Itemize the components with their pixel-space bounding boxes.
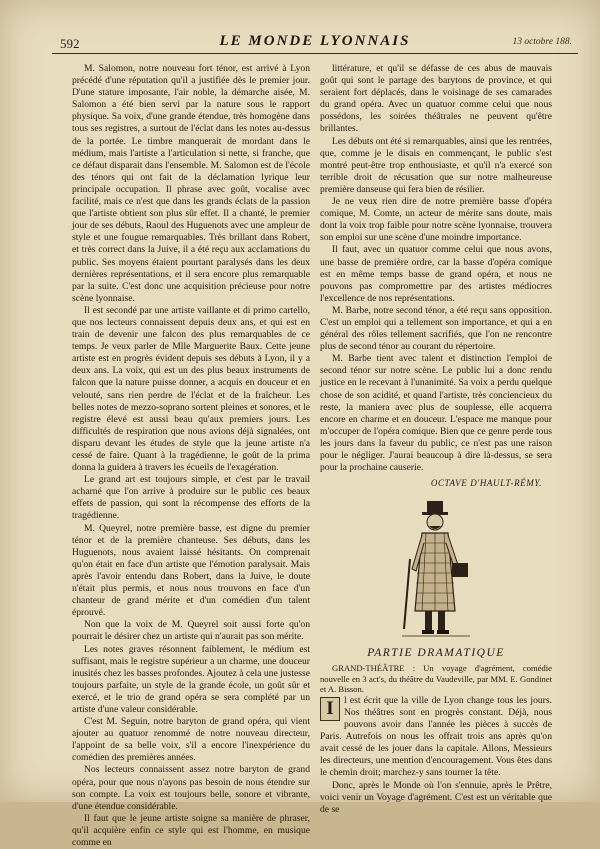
section-subheading: GRAND-THÉÂTRE : Un voyage d'agrément, comédie nouvelle en 3 act's, du théâtre du Vaudeville, par MM. E. Gondinet et A. Bisson. (320, 663, 552, 695)
left-column (72, 63, 310, 848)
page-header (52, 33, 578, 54)
paragraph: M. Barbe, notre second ténor, a été reçu sans opposition. C'est un emploi qui a tellement son importance, et qui a en général des rôles tellement sacrifiés, que l'on ne rencontre plus de second ténor au courant du répertoire. (320, 304, 552, 353)
journal-title: LE MONDE LYONNAIS (219, 33, 411, 49)
paragraph: Nos lecteurs connaissent assez notre baryton de grand opéra, pour que nous n'ayons pas besoin de nous étendre sur son compte. La voix est toujours belle, sonore et vibrante, d'une étendue considérable. (72, 764, 310, 812)
paragraph: Il faut, avec un quatuor comme celui que nous avons, une basse de première ordre, car la basse d'opéra comique est en même temps basse de grand opéra, et nous ne pouvons pas compromettre par des artistes médiocres l'excellence de nos représentations. (320, 244, 552, 304)
paragraph: Le grand art est toujours simple, et c'est par le travail acharné que l'on arrive à produire sur le public ces beaux effets de passion, qui sont la récompense des efforts de la tragédienne. (72, 474, 310, 522)
paragraph: Il faut que le jeune artiste soigne sa manière de phraser, qu'il acquière enfin ce style qui est l'homme, en musique comme en (72, 812, 310, 848)
illustration-figure (320, 495, 552, 645)
issue-date: 13 octobre 188. (512, 37, 572, 47)
drop-cap: I (320, 697, 340, 721)
paragraph: M. Barbe tient avec talent et distinction l'emploi de second ténor sur notre scène. Le public lui a donc rendu justice en le recevant à l'unanimité. Sa voix a perdu quelque chose de son acidité, et quand l'artiste, très conciencieux du reste, la maniera avec plus de souplesse, elle acquerra encore en charme et en douceur. L'espace me manque pour m'occuper de l'opéra comique. Bien que ce genre perde tous les jours dans la faveur du public, ce n'est pas une raison pour le négliger. J'aurai beaucoup à dire là-dessus, se sera pour la prochaine causerie. (320, 353, 552, 474)
paragraph: M. Salomon, notre nouveau fort ténor, est arrivé à Lyon précédé d'une réputation qu'il a justifiée dès le premier jour. D'une stature imposante, l'air noble, la démarche aisée, M. Salomon a été bien servi par la nature sous le rapport physique. Sa voix, d'une grande étendue, très homogène dans tous ses registres, a surtout de l'éclat dans les notes au-dessus de la portée. Le timbre manquerait de mordant dans le médium, mais l'artiste a l'articulation si nette, si franche, que ce défaut disparait dans l'ensemble. M. Salomon est de l'école des ténors qui ont fait de la déclamation lyrique leur principale occupation. Il phrase avec goût, vocalise avec facilité, mais ce n'est que dans les grands éclats de la passion que l'artiste obtient son plus sûr effet. Il a chanté, le premier jour de ses débuts, Raoul des Huguenots avec une ampleur de style et une fougue remarquables. Très brillant dans Robert, et très correct dans la Juive, il a été reçu aux acclamations du public. Ses moyens étaient pourtant paralysés dans les deux dernières représentations, et il sera encore plus remarquable par la suite. C'est donc une acquisition précieuse pour notre scène lyonnaise. (72, 63, 310, 304)
paragraph: littérature, et qu'il se défasse de ces abus de mauvais goût qui sont le partage des barytons de province, et qui seraient fort déplacés, dans le voisinage de ses camarades du grand opéra. Avec un quatuor comme celui que nous possédons, les soirées théâtrales ne peuvent qu'être brillantes. (320, 63, 552, 135)
man-in-coat-illustration (400, 499, 472, 641)
paragraph: Non que la voix de M. Queyrel soit aussi forte qu'on pourrait le désirer chez un artiste qui n'aurait pas son mérite. (72, 619, 310, 643)
paragraph: Donc, après le Monde où l'on s'ennuie, après le Prêtre, voici venir un Voyage d'agrément. C'est est un véritable que de se (320, 779, 552, 815)
paragraph (320, 695, 552, 780)
page-number: 592 (60, 36, 80, 51)
author-signature: OCTAVE D'HAULT-RÉMY. (430, 478, 542, 489)
paragraph: Je ne veux rien dire de notre première basse d'opéra comique, M. Comte, un acteur de mérite sans doute, mais dont la voix trop faible pour notre scène lyonnaise, trouvera son emploi sur une scène d'une moindre importance. (320, 196, 552, 244)
paragraph: C'est M. Seguin, notre baryton de grand opéra, qui vient ajouter au quatuor renommé de notre nouveau directeur, l'appoint de sa belle voix, s'il a encore l'inexpérience du comédien des premières années. (72, 716, 310, 764)
paragraph-text: l est écrit que la ville de Lyon change tous les jours. Nos théâtres sont en progrès constant. Déjà, nous pouvons avoir dans l'année les pièces à succès de Paris. Autrefois on nous les offrait trois ans après qu'on avait cessé de les jouer dans la capitale. Allons, Messieurs les directeurs, une mention d'encouragement. Vous êtes dans le chemin droit; marchez-y sans tourner la tête. (320, 694, 552, 779)
paragraph: Il est secondé par une artiste vaillante et di primo cartello, que nos lecteurs connaissent depuis deux ans, et qui est en train de devenir une falcon des plus remarquables de ce temps. Je veux parler de Mlle Marguerite Baux. Cette jeune artiste est en progrès évident depuis ses débuts à Lyon, il y a deux ans. La voix, qui est un des plus beaux instruments de falcon que la nature puisse donner, a acquis en douceur et en velouté, sans rien perdre de l'éclat et de la fraîcheur. Les belles notes de mezzo-soprano sortent pleines et sonores, et le registre élevé est aussi beau qu'aux premiers jours. Les difficultés de respiration que nous avions déjà signalées, ont disparu devant les études de style que la jeune artiste n'a cessé de faire. Quant à la tragédienne, le goût de la prima donna la guidera à travers les écueils de l'exagération. (72, 304, 310, 474)
right-column (320, 63, 552, 815)
paragraph: M. Queyrel, notre première basse, est digne du premier ténor et de la première chanteuse. Ses débuts, dans les Huguenots, nous avaient laissé hésitants. On comprenait qu'on était en face d'un artiste que l'émotion paralysait. Mais après l'avoir entendu dans Robert, dans la Juive, le doute n'était plus permis, et nous nous trouvons en face d'un chanteur de grand mérite et d'un comédien d'un talent éprouvé. (72, 522, 310, 619)
paragraph: Les débuts ont été si remarquables, ainsi que les rentrées, que, comme je le disais en commençant, le public s'est montré peut-être trop enthousiaste, et qu'il n'a exercé son terrible droit de récusation que sur notre malheureuse première danseuse qui fera bien de résilier. (320, 135, 552, 195)
paragraph: Les notes graves résonnent faiblement, le médium est suffisant, mais le registre supérieur a un charme, une douceur inusités chez les basses profondes. Ajoutez à cela une justesse toujours parfaite, un style de la grande école, un goût sûr et exercé, et le trio de grand opéra se sera complété par un artiste d'une valeur considérable. (72, 643, 310, 715)
section-heading: PARTIE DRAMATIQUE (367, 647, 505, 660)
